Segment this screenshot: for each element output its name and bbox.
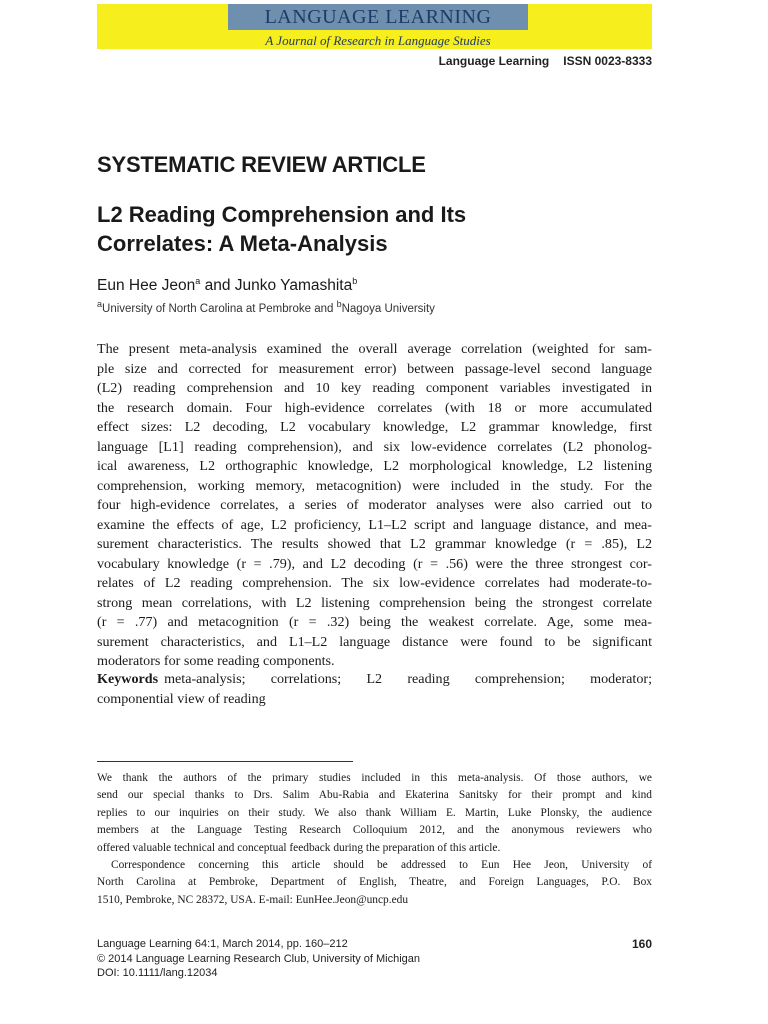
abstract-line: the research domain. Four high-evidence correlates (with 18 or more accumulated (97, 399, 652, 416)
abstract-line: examine the effects of age, L2 proficiency, L1–L2 script and language distance, and mea- (97, 516, 652, 533)
abstract-line: The present meta-analysis examined the overall average correlation (weighted for sam- (97, 341, 652, 357)
title-line: L2 Reading Comprehension and Its (97, 202, 467, 227)
footnote-line: members at the Language Testing Research Colloquium 2012, and the anonymous reviewers who (97, 824, 652, 837)
keywords-text: meta-analysis; correlations; L2 reading comprehension; moderator; (164, 671, 652, 687)
footnote-line: replies to our inquiries on their study. We also thank William E. Martin, Luke Plonsky, the audience (97, 806, 652, 819)
issn: ISSN 0023-8333 (563, 54, 652, 68)
running-header (340, 54, 652, 68)
footnote-divider (97, 761, 353, 762)
affiliation-mark: a (97, 299, 103, 310)
copyright: © 2014 Language Learning Research Club, University of Michigan (97, 952, 421, 965)
correspondence-line: 1510, Pembroke, NC 28372, USA. E-mail: EunHee.Jeon@uncp.edu (97, 893, 409, 906)
affiliation-text: Nagoya University (341, 303, 435, 315)
authors (97, 277, 357, 295)
doi: DOI: 10.1111/lang.12034 (97, 967, 218, 979)
journal-banner (97, 4, 652, 49)
abstract (97, 340, 652, 672)
article-type: SYSTEMATIC REVIEW ARTICLE (97, 152, 426, 177)
abstract-line: vocabulary knowledge (r = .79), and L2 decoding (r = .56) were the three strongest cor- (97, 555, 652, 572)
abstract-line: moderators for some reading components. (97, 653, 335, 669)
abstract-line: comprehension, working memory, metacognition) were included in the study. For the (97, 477, 652, 494)
citation: Language Learning 64:1, March 2014, pp. 160–212 (97, 938, 348, 950)
abstract-line: surement characteristics. The results showed that L2 grammar knowledge (r = .85), L2 (97, 536, 652, 552)
page-footer (97, 937, 652, 981)
author-name: Eun Hee Jeon (97, 277, 196, 294)
banner-subtitle: A Journal of Research in Language Studies (265, 33, 491, 48)
affiliation-mark: a (195, 275, 201, 286)
footnote-line: send our special thanks to Drs. Salim Abu-Rabia and Ekaterina Sanitsky for their prompt and kind (97, 789, 652, 802)
footnote-line: offered valuable technical and conceptual feedback during the preparation of this article. (97, 841, 501, 854)
affiliation-mark: b (336, 299, 342, 310)
footnote (97, 770, 652, 909)
abstract-line: strong mean correlations, with L2 listening comprehension being the strongest correlate (97, 594, 652, 611)
author-name: Junko Yamashita (234, 277, 353, 294)
affiliations (97, 299, 435, 315)
keywords-line: componential view of reading (97, 691, 266, 707)
banner-title-box (228, 4, 528, 30)
correspondence-line: Correspondence concerning this article should be addressed to Eun Hee Jeon, University of (111, 858, 652, 871)
keywords-label: Keywords (97, 671, 159, 687)
abstract-line: ple size and corrected for measurement error) between passage-level second language (97, 360, 652, 377)
affiliation-text: University of North Carolina at Pembroke and (102, 303, 337, 315)
journal-name: Language Learning (438, 54, 550, 68)
author-connector: and (200, 277, 235, 294)
abstract-line: relates of L2 reading comprehension. The six low-evidence correlates had moderate-to- (97, 575, 652, 591)
abstract-line: surement characteristics, and L1–L2 language distance were found to be significant (97, 633, 652, 650)
article-title (97, 200, 657, 258)
keywords (97, 669, 652, 709)
footnote-line: We thank the authors of the primary studies included in this meta-analysis. Of those authors, we (97, 772, 652, 784)
page-number: 160 (631, 937, 652, 951)
abstract-line: (r = .77) and metacognition (r = .32) being the weakest correlate. Age, some mea- (97, 614, 652, 630)
abstract-line: ical awareness, L2 orthographic knowledge, L2 morphological knowledge, L2 listening (97, 458, 652, 474)
abstract-line: language [L1] reading comprehension), and six low-evidence correlates (L2 phonolog- (97, 438, 652, 455)
abstract-line: four high-evidence correlates, a series of moderator analyses were also carried out to (97, 497, 652, 513)
title-line: Correlates: A Meta-Analysis (97, 231, 388, 256)
affiliation-mark: b (352, 275, 358, 286)
banner-title: LANGUAGE LEARNING (264, 6, 492, 28)
keywords-line (97, 669, 652, 689)
correspondence-line: North Carolina at Pembroke, Department of English, Theatre, and Foreign Languages, P.O. Box (97, 876, 652, 889)
abstract-line: effect sizes: L2 decoding, L2 vocabulary knowledge, L2 grammar knowledge, first (97, 419, 652, 435)
abstract-line: (L2) reading comprehension and 10 key reading component variables investigated in (97, 380, 652, 396)
